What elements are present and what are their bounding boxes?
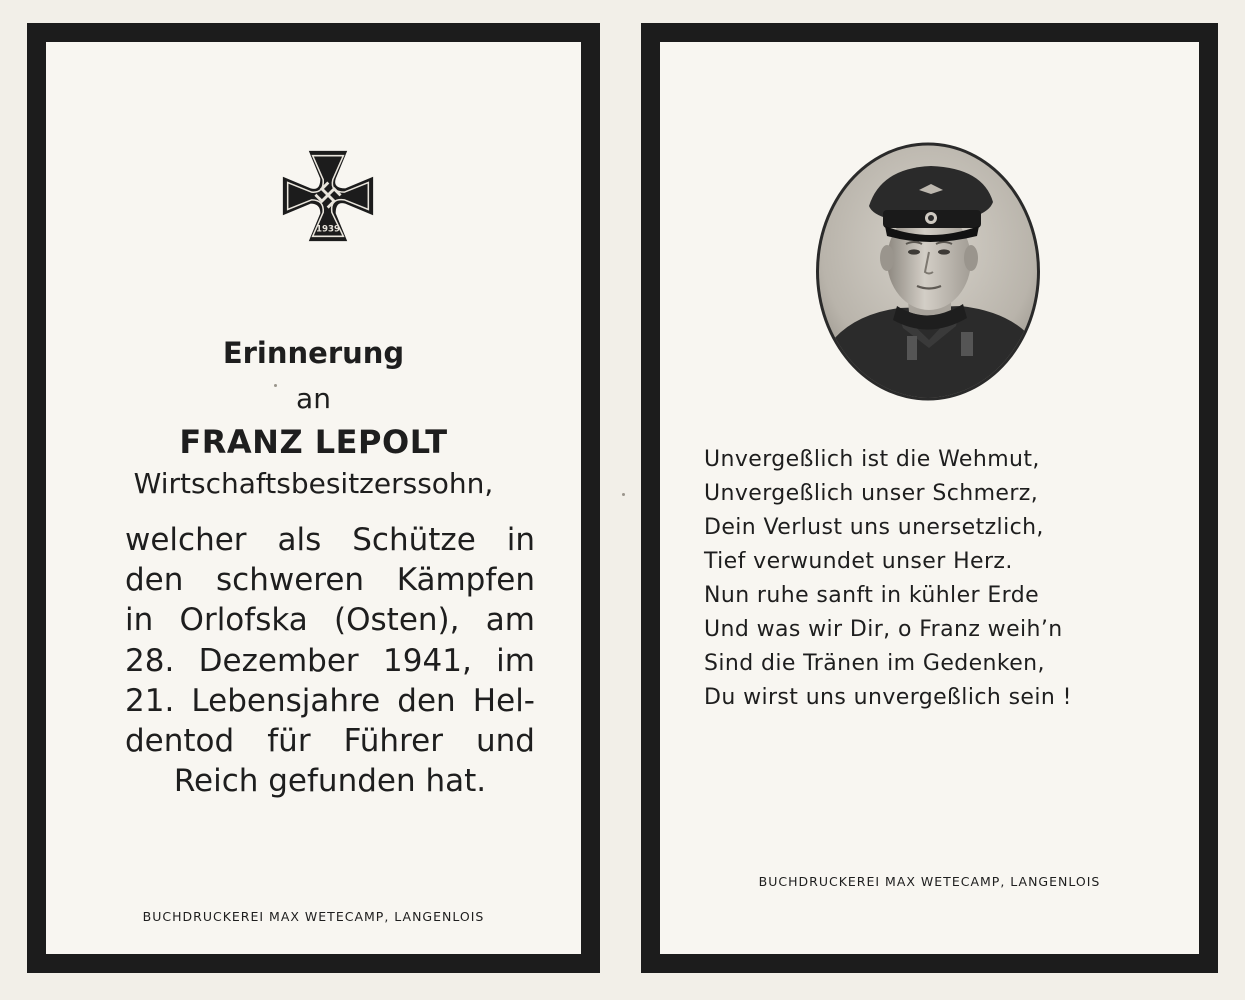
poem-line: Dein Verlust uns unersetzlich, — [704, 515, 1044, 540]
poem-line: Und was wir Dir, o Franz weih’n — [704, 617, 1063, 642]
printer-imprint: BUCHDRUCKEREI MAX WETECAMP, LANGENLOIS — [758, 874, 1101, 889]
memorial-text-line: den schweren Kämpfen — [125, 562, 535, 599]
deceased-occupation: Wirtschaftsbesitzerssohn, — [133, 467, 494, 500]
paper-speck — [274, 384, 277, 387]
memorial-text — [125, 520, 535, 801]
memorial-card-front — [27, 23, 600, 973]
soldier-portrait-photo — [811, 140, 1045, 403]
poem-line: Unvergeßlich ist die Wehmut, — [704, 447, 1040, 472]
memorial-text-line: dentod für Führer und — [125, 722, 535, 759]
poem-line: Sind die Tränen im Gedenken, — [704, 651, 1045, 676]
memorial-title: Erinnerung — [222, 336, 405, 370]
poem-line: Unvergeßlich unser Schmerz, — [704, 481, 1039, 506]
memorial-poem — [704, 443, 1164, 715]
paper-speck — [622, 493, 625, 496]
memorial-text-line: 21. Lebensjahre den Hel- — [125, 682, 535, 719]
deceased-name: FRANZ LEPOLT — [179, 423, 448, 461]
memorial-an: an — [296, 382, 331, 415]
iron-cross-icon — [280, 148, 376, 244]
memorial-text-line: Reich gefunden hat. — [173, 763, 487, 800]
memorial-card-back — [641, 23, 1218, 973]
poem-line: Du wirst uns unvergeßlich sein ! — [704, 685, 1072, 710]
poem-line: Tief verwundet unser Herz. — [704, 549, 1013, 574]
memorial-text-line: 28. Dezember 1941, im — [125, 642, 535, 679]
memorial-text-line: in Orlofska (Osten), am — [125, 602, 535, 639]
printer-imprint: BUCHDRUCKEREI MAX WETECAMP, LANGENLOIS — [142, 909, 485, 924]
emblem-year: 1939 — [315, 224, 341, 235]
poem-line: Nun ruhe sanft in kühler Erde — [704, 583, 1040, 608]
memorial-text-line: welcher als Schütze in — [125, 522, 535, 558]
